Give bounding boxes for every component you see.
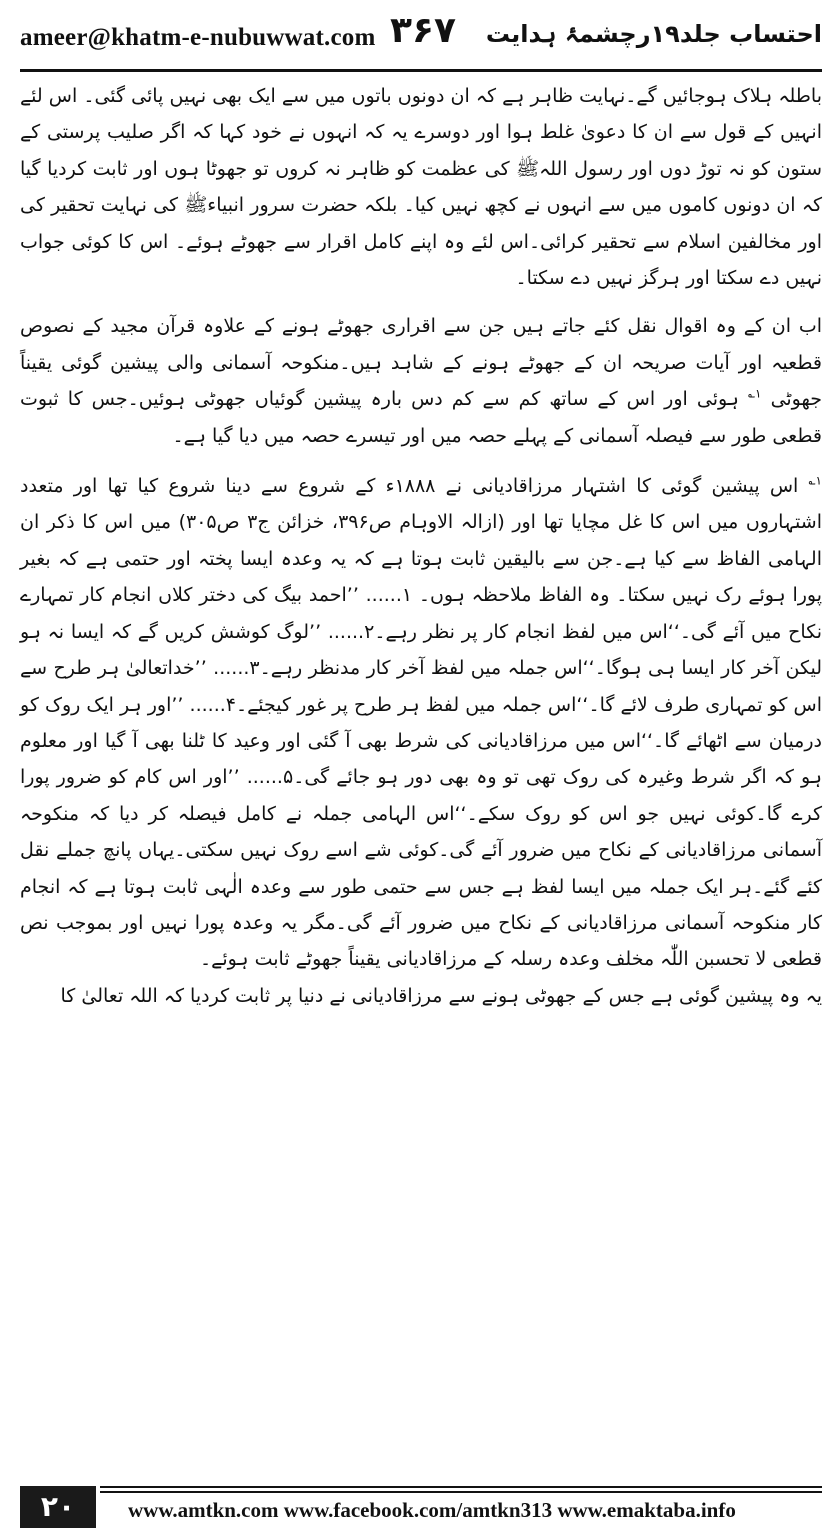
footer-divider-bottom [100,1491,822,1493]
header-email: ameer@khatm-e-nubuwwat.com [20,24,376,51]
page-footer [20,1484,822,1530]
footer-links[interactable]: www.amtkn.com www.facebook.com/amtkn313 www.emaktaba.info [128,1498,736,1522]
footnote-reference: ۱؎ [748,386,762,401]
header-divider [20,69,822,72]
footnote-1-text: اس پیشین گوئی کا اشتہار مرزاقادیانی نے ۱۸۸۸ء کے شروع سے دینا شروع کیا تھا اور متعدد اشتہاروں میں اس کا غل مچایا تھا اور (ازالہ الاوہام ص۳۹۶، خزائن ج۳ ص۳۰۵) میں اس کا ذکر ان الہامی الفاظ سے کیا ہے۔جن سے بالیقین ثابت ہوتا ہے کہ یہ وعدہ ایسا پختہ اور حتمی ہے کہ بغیر پورا ہوئے رک نہیں سکتا۔ وہ الفاظ ملاحظہ ہوں۔ ۱...... ’’احمد بیگ کی دختر کلاں انجام کار تمہارے نکاح میں آئے گی۔‘‘اس میں لفظ انجام کار پر نظر رہے۔۲...... ’’لوگ کوشش کریں گے کہ ایسا نہ ہو لیکن آخر کار ایسا ہی ہوگا۔‘‘اس جملہ میں لفظ آخر کار مدنظر رہے۔۳...... ’’خداتعالیٰ ہر طرح سے اس کو تمہاری طرف لائے گا۔‘‘اس جملہ میں لفظ ہر طرح پر غور کیجئے۔۴...... ’’اور ہر ایک روک کو درمیان سے اٹھائے گا۔‘‘اس میں مرزاقادیانی کی شرط بھی آ گئی اور وعید کا ٹلنا بھی آ گیا اور معلوم ہو کہ اگر شرط وغیرہ کی روک تھی تو وہ بھی دور ہو جائے گی۔۵...... ’’اور اس کام کو ضرور پورا کرے گا۔کوئی نہیں جو اس کو روک سکے۔‘‘اس الہامی جملہ نے کامل فیصلہ کر دیا کہ منکوحہ آسمانی مرزاقادیانی کے نکاح میں ضرور آئے گی۔کوئی شے اسے روک نہیں سکتی۔یہاں پانچ جملے نقل کئے گئے۔ہر ایک جملہ میں ایسا لفظ ہے جس سے حتمی طور سے وعدہ الٰہی ثابت ہوتا ہے کہ انجام کار منکوحہ آسمانی مرزاقادیانی کے نکاح میں ضرور آئے گی۔مگر یہ وعدہ پورا نہیں اور بموجب نص قطعی لا تحسبن اللّٰہ مخلف وعدہ رسلہ کے مرزاقادیانی یقیناً جھوٹے ثابت ہوئے۔ [20,475,822,971]
paragraph-3: یہ وہ پیشین گوئی ہے جس کے جھوٹی ہونے سے مرزاقادیانی نے دنیا پر ثابت کردیا کہ اللہ تعالیٰ کا [60,984,822,1007]
footnote-marker: ۱؎ [808,473,822,488]
header-book-title: احتساب جلد۱۹رچشمۂ ہدایت [485,20,822,48]
header-page-number: ۳۶۷ [390,10,456,51]
paragraph-1: باطلہ ہلاک ہوجائیں گے۔نہایت ظاہر ہے کہ ان دونوں باتوں میں سے ایک بھی نہیں پائی گئی۔ اس لئے انہیں کے قول سے ان کا دعویٰ غلط ہوا اور دوسرے یہ کہ انہوں نے خود کہا کہ اگر صلیب پرستی کے ستون کو نہ توڑ دوں اور رسول اللہﷺ کی عظمت کو ظاہر نہ کروں تو جھوٹا ہوں اور ثابت کردیا گیا کہ ان دونوں کاموں میں سے انہوں نے کچھ نہیں کیا۔ بلکہ حضرت سرور انبیاءﷺ کی نہایت تحقیر کی اور مخالفین اسلام سے تحقیر کرائی۔اس لئے وہ اپنے کامل اقرار سے جھوٹے ہوئے۔ اس کا کوئی جواب نہیں دے سکتا اور ہرگز نہیں دے سکتا۔ [20,85,822,290]
page-body [20,78,822,1014]
paragraph-2 [20,308,822,454]
footer-divider-top [100,1486,822,1488]
paragraph-2-start: اب ان کے وہ اقوال نقل کئے جاتے ہیں جن سے اقراری جھوٹے ہونے کے علاوہ قرآن مجید کے نصوص قطعیہ اور آیات صریحہ ان کے جھوٹے ہونے کے شاہد ہیں۔منکوحہ آسمانی والی پیشین گوئی یقیناً جھوٹی [20,315,823,411]
paragraph-2-end: ہوئی اور اس کے ساتھ کم سے کم دس بارہ پیشین گوئیاں جھوٹی ہوئیں۔جس کا ثبوت قطعی طور سے فیصلہ آسمانی کے پہلے حصہ میں اور تیسرے حصہ میں دیا گیا ہے۔ [20,388,822,447]
footer-page-number: ۲۰ [20,1486,96,1528]
footnote-1 [20,468,822,978]
page-header [20,10,822,66]
